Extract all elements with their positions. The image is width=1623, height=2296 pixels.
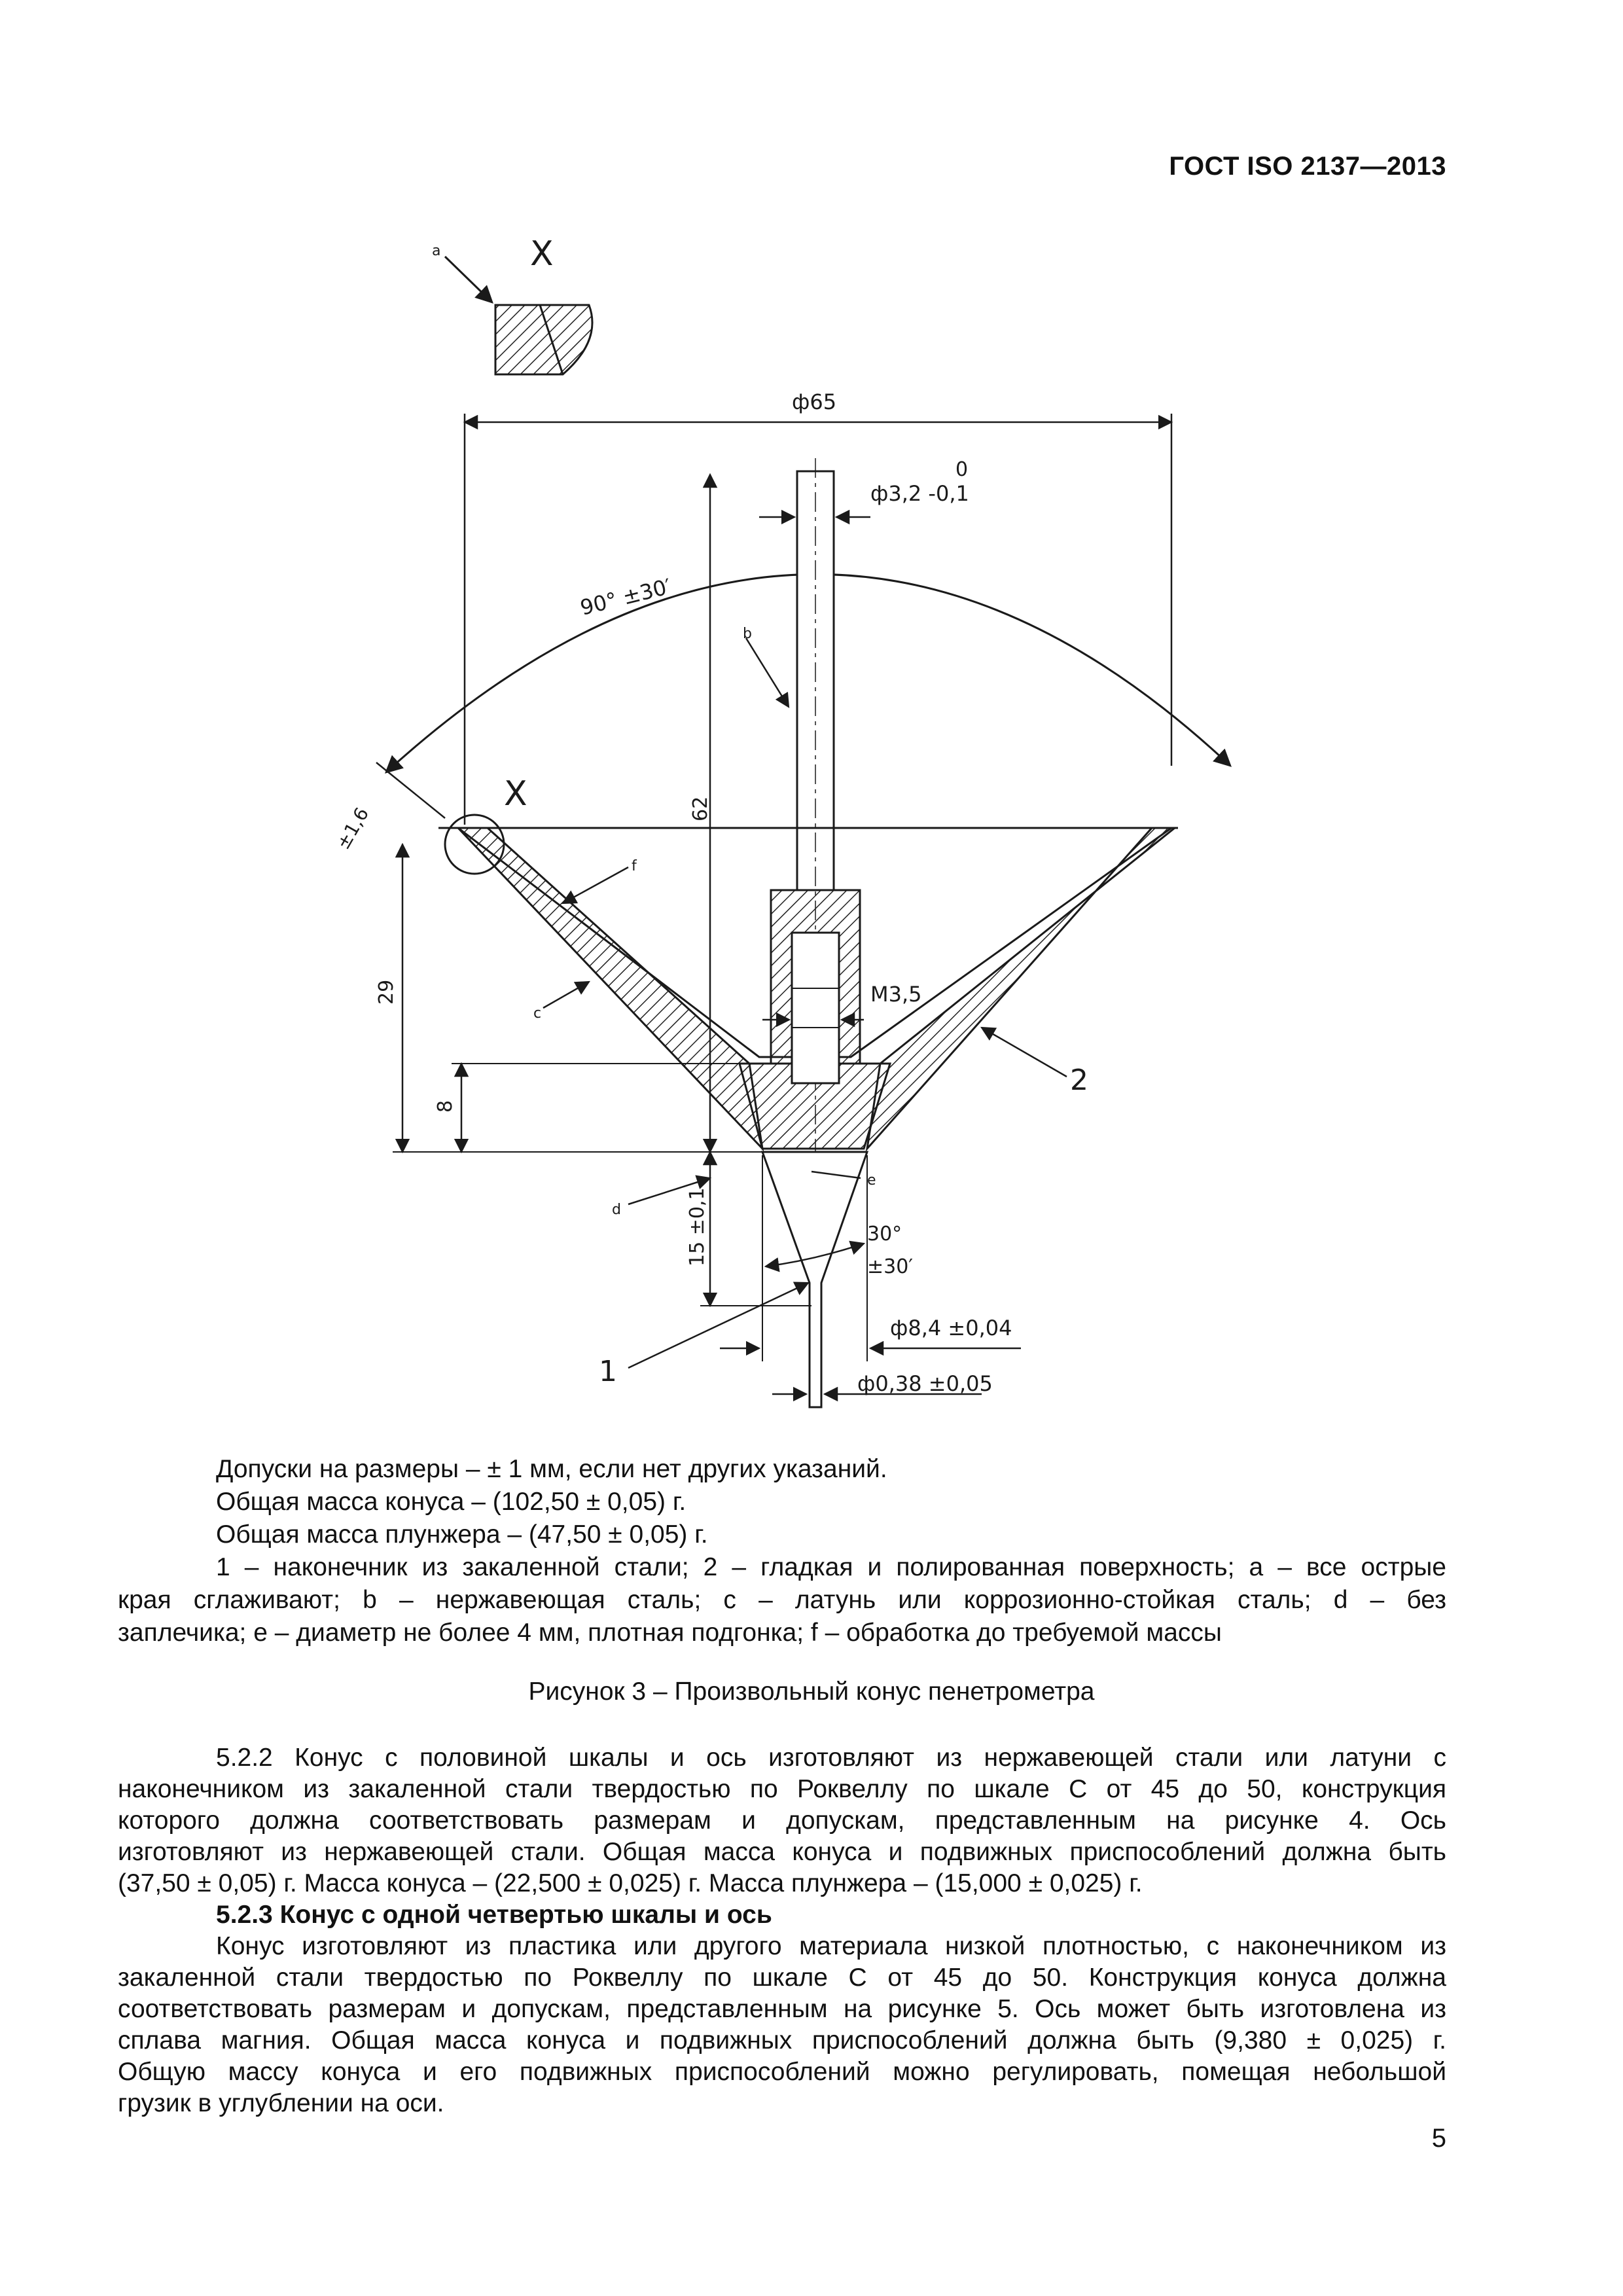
callout-c: c: [533, 1005, 542, 1022]
paragraph-line: грузик в углублении на оси.: [118, 2089, 444, 2117]
paragraph-line: закаленной стали твердостью по Роквеллу по шкале С от 45 до 50. Конструкция конуса должна: [118, 1964, 1446, 1992]
dim-shaft-upper: 0: [955, 458, 969, 481]
detail-x-marker: X: [504, 774, 527, 814]
callout-2: 2: [1070, 1064, 1088, 1097]
paragraph-line: сплава магния. Общая масса конуса и подвижных приспособлений должна быть (9,380 ± 0,025) г.: [118, 2026, 1446, 2054]
dim-angle: 90° ±30′: [577, 573, 674, 620]
detail-x-title: X: [530, 234, 554, 274]
dim-outer-diameter: ф65: [792, 389, 837, 414]
legend-line: заплечика; е – диаметр не более 4 мм, плотная подгонка; f – обработка до требуемой массы: [118, 1619, 1222, 1647]
figure-caption: Рисунок 3 – Произвольный конус пенетрометра: [528, 1677, 1095, 1706]
dim-height-15: 15 ±0,1: [686, 1187, 709, 1266]
section-5-2-2: [118, 1742, 1446, 1899]
section-heading: 5.2.3 Конус с одной четвертью шкалы и ось: [216, 1901, 772, 1929]
dim-tip-end: ф0,38 ±0,05: [857, 1371, 993, 1396]
dim-height-62: 62: [689, 796, 712, 821]
figure-notes: [216, 1453, 1446, 1551]
callout-1: 1: [599, 1355, 617, 1388]
legend-line: края сглаживают; b – нержавеющая сталь; с – латунь или коррозионно-стойкая сталь; d – без: [118, 1586, 1446, 1614]
legend-line: 1 – наконечник из закаленной стали; 2 – гладкая и полированная поверхность; а – все острые: [216, 1553, 1446, 1581]
note-cone-mass: Общая масса конуса – (102,50 ± 0,05) г.: [216, 1488, 687, 1516]
dim-thread: M3,5: [870, 982, 922, 1007]
dim-edge: ±1,6: [332, 804, 374, 853]
figure-legend: [118, 1551, 1446, 1649]
document-header: ГОСТ ISO 2137—2013: [1169, 152, 1446, 181]
page-number: 5: [1431, 2124, 1446, 2153]
callout-d: d: [612, 1202, 621, 1218]
dim-tip-diameter: ф8,4 ±0,04: [890, 1316, 1012, 1340]
paragraph-line: которого должна соответствовать размерам и допускам, представленным на рисунке 4. Ось: [118, 1806, 1446, 1835]
detail-x-view: [432, 234, 592, 374]
dim-height-8: 8: [434, 1100, 457, 1113]
paragraph-line: Конус изготовляют из пластика или другого материала низкой плотностью, с наконечником из: [216, 1932, 1446, 1960]
callout-a: a: [432, 243, 441, 259]
dim-tip-angle-tolerance: ±30′: [867, 1255, 914, 1278]
paragraph-line: 5.2.2 Конус с половиной шкалы и ось изготовляют из нержавеющей стали или латуни с: [216, 1744, 1446, 1772]
dim-height-29: 29: [375, 979, 398, 1005]
paragraph-line: наконечником из закаленной стали твердостью по Роквеллу по шкале С от 45 до 50, конструкция: [118, 1775, 1446, 1803]
note-plunger-mass: Общая масса плунжера – (47,50 ± 0,05) г.: [216, 1520, 708, 1549]
callout-e: e: [867, 1172, 876, 1189]
paragraph-line: (37,50 ± 0,05) г. Масса конуса – (22,500 ± 0,025) г. Масса плунжера – (15,000 ± 0,025) г.: [118, 1869, 1143, 1897]
paragraph-line: соответствовать размерам и допускам, представленным на рисунке 5. Ось может быть изготовлена из: [118, 1995, 1446, 2023]
callout-b: b: [743, 626, 752, 642]
paragraph-line: Общую массу конуса и его подвижных приспособлений можно регулировать, помещая небольшой: [118, 2058, 1446, 2086]
dim-tip-angle: 30°: [867, 1223, 902, 1246]
note-tolerance: Допуски на размеры – ± 1 мм, если нет других указаний.: [216, 1455, 887, 1483]
callout-f: f: [632, 858, 637, 874]
dim-shaft-diameter: ф3,2 -0,1: [870, 481, 969, 506]
paragraph-line: изготовляют из нержавеющей стали. Общая масса конуса и подвижных приспособлений должна быть: [118, 1838, 1446, 1866]
section-5-2-3: [118, 1899, 1446, 2119]
